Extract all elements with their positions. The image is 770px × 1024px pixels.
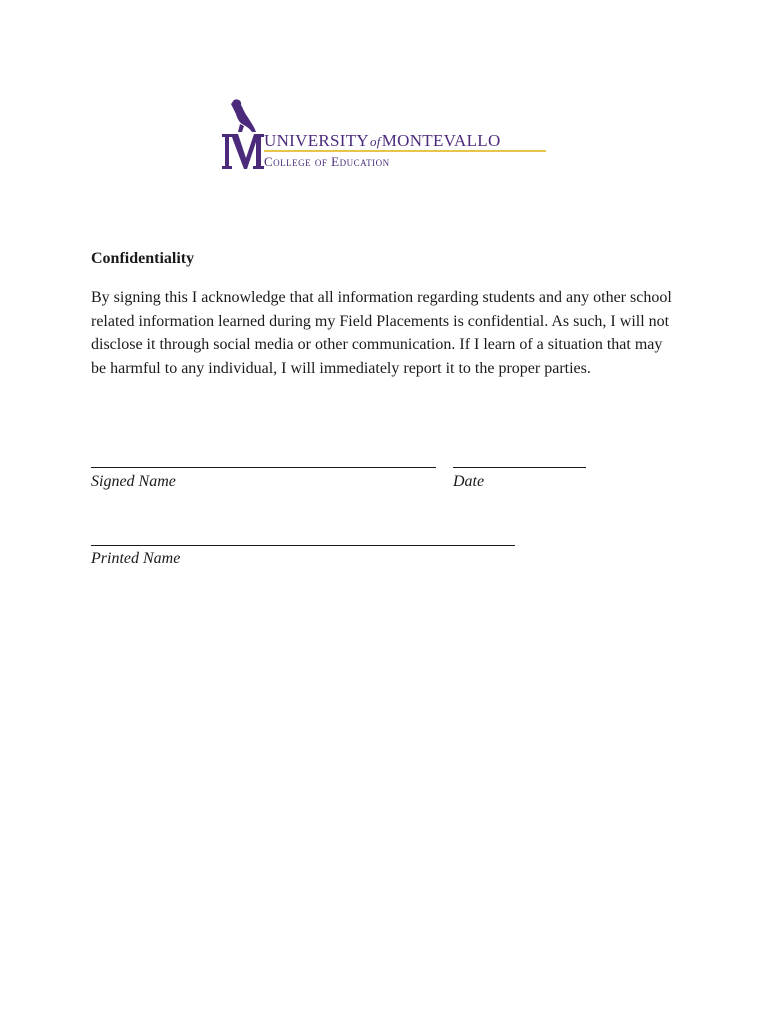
- logo-university-name: [264, 131, 501, 151]
- signed-name-label: Signed Name: [91, 473, 176, 490]
- logo-college-name: College of Education: [264, 154, 390, 169]
- logo-word-of: of: [370, 134, 381, 149]
- confidentiality-paragraph: By signing this I acknowledge that all information regarding students and any other school related information learned during my Field Placements is confidential. As such, I will not disclose it through social media or other communication. If I learn of a situation that may be harmful to any individual, I will immediately report it to the proper parties.: [91, 289, 672, 377]
- date-label: Date: [453, 473, 485, 490]
- logo-word-university: UNIVERSITY: [264, 131, 369, 150]
- university-logo: [220, 96, 550, 176]
- printed-name-label: Printed Name: [91, 550, 181, 567]
- signed-name-line[interactable]: [91, 467, 436, 468]
- printed-name-line[interactable]: [91, 545, 515, 546]
- date-line[interactable]: [453, 467, 586, 468]
- logo-gold-rule: [264, 150, 546, 152]
- logo-word-montevallo: MONTEVALLO: [381, 131, 501, 150]
- document-heading: Confidentiality: [91, 250, 195, 267]
